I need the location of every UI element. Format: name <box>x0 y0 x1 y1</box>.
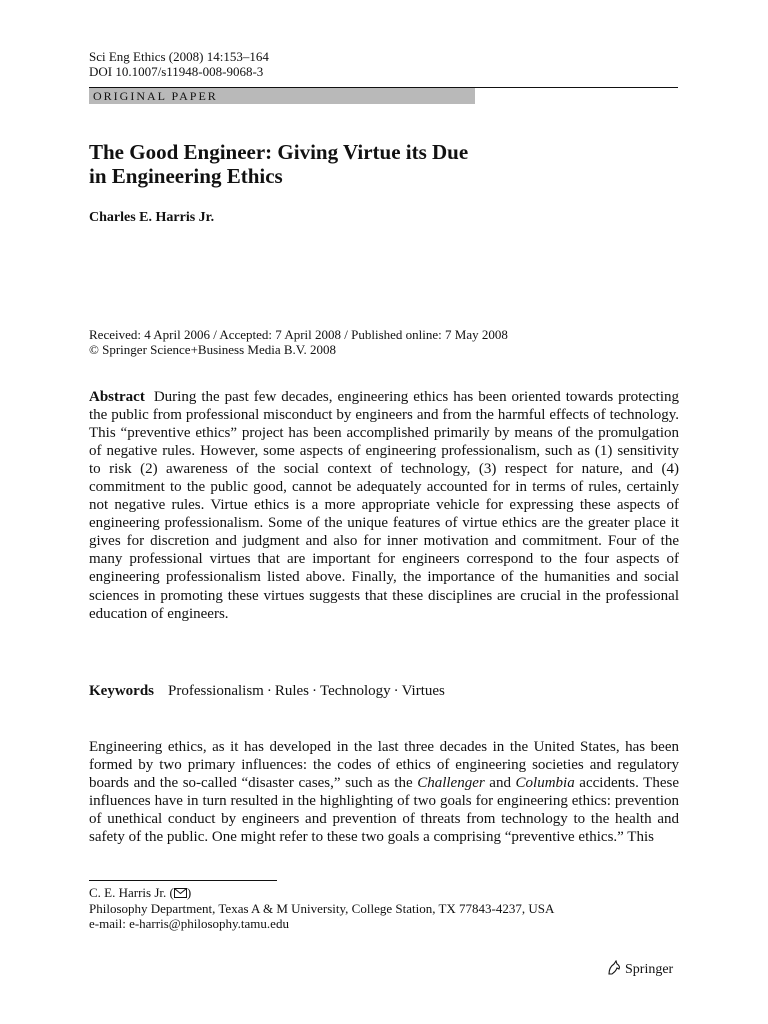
italic-term: Challenger <box>417 775 485 792</box>
body-paragraph <box>89 738 679 847</box>
keyword: Rules <box>274 683 310 699</box>
footnote-author-suffix: ) <box>186 885 192 900</box>
journal-citation: Sci Eng Ethics (2008) 14:153–164 <box>89 49 269 64</box>
keyword-separator: · <box>266 683 272 699</box>
footnote-author: C. E. Harris Jr. ( <box>89 885 174 900</box>
copyright-line: © Springer Science+Business Media B.V. 2008 <box>89 342 336 357</box>
body-text-segment: and <box>484 775 516 792</box>
body-text-segment: accidents. These influences have in turn resulted in the highlighting of two goals for engineering ethics: prevention of unethical conduct by engineers and prevention of threats from technology to the health and safety of the public. One might refer to these two goals a comprising “preventive ethics.” This <box>89 775 679 846</box>
abstract-text: During the past few decades, engineering ethics has been oriented towards protecting the public from professional misconduct by engineers and from the harmful effects of technology. This “preventive ethics” project has been accomplished primarily by means of the promulgation of negative rules. However, some aspects of engineering professionalism, such as (1) sensitivity to risk (2) awareness of the social context of technology, (3) respect for nature, and (4) commitment to the public good, cannot be adequately accounted for in terms of rules, certainly not negative rules. Virtue ethics is a more appropriate vehicle for expressing these aspects of engineering professionalism. Some of the unique features of virtue ethics are the greater place it gives for discretion and judgment and also for inner motivation and commitment. Four of the many professional virtues that are important for engineers correspond to the four aspects of engineering professionalism listed above. Finally, the importance of the humanities and social sciences in promoting these virtues suggests that these disciplines are crucial in the professional education of engineers. <box>89 389 679 622</box>
envelope-icon <box>174 886 187 901</box>
publisher-logo <box>606 960 673 978</box>
footnote-rule <box>89 880 277 881</box>
keyword: Virtues <box>401 683 445 699</box>
email[interactable]: e-mail: e-harris@philosophy.tamu.edu <box>89 916 289 931</box>
author-footnote <box>89 885 554 931</box>
springer-horse-icon <box>606 960 622 976</box>
body-text-segment: Engineering ethics, as it has developed in the last three decades in the United States, has been formed by two primary influences: the codes of ethics of engineering societies and regulatory boards and the so-called “disaster cases,” such as the <box>89 739 679 792</box>
keyword: Professionalism <box>168 683 264 699</box>
abstract-label: Abstract <box>89 389 145 405</box>
keywords <box>89 682 445 700</box>
italic-term: Columbia <box>515 775 575 792</box>
keyword-separator: · <box>312 683 318 699</box>
article-type-label: ORIGINAL PAPER <box>93 89 218 103</box>
title-line-1: The Good Engineer: Giving Virtue its Due <box>89 140 469 164</box>
keyword: Technology <box>320 683 391 699</box>
journal-meta <box>89 49 269 79</box>
affiliation: Philosophy Department, Texas A & M University, College Station, TX 77843-4237, USA <box>89 901 555 916</box>
keyword-separator: · <box>393 683 399 699</box>
publisher-name: Springer <box>625 962 674 977</box>
article-type-bar <box>89 87 678 104</box>
dates-line: Received: 4 April 2006 / Accepted: 7 April 2008 / Published online: 7 May 2008 <box>89 327 508 342</box>
doi: DOI 10.1007/s11948-008-9068-3 <box>89 64 264 79</box>
publication-history <box>89 327 508 357</box>
paper-title <box>89 140 679 188</box>
abstract <box>89 388 679 623</box>
title-line-2: in Engineering Ethics <box>89 164 283 188</box>
author-name: Charles E. Harris Jr. <box>89 210 215 225</box>
keywords-label: Keywords <box>89 683 154 699</box>
